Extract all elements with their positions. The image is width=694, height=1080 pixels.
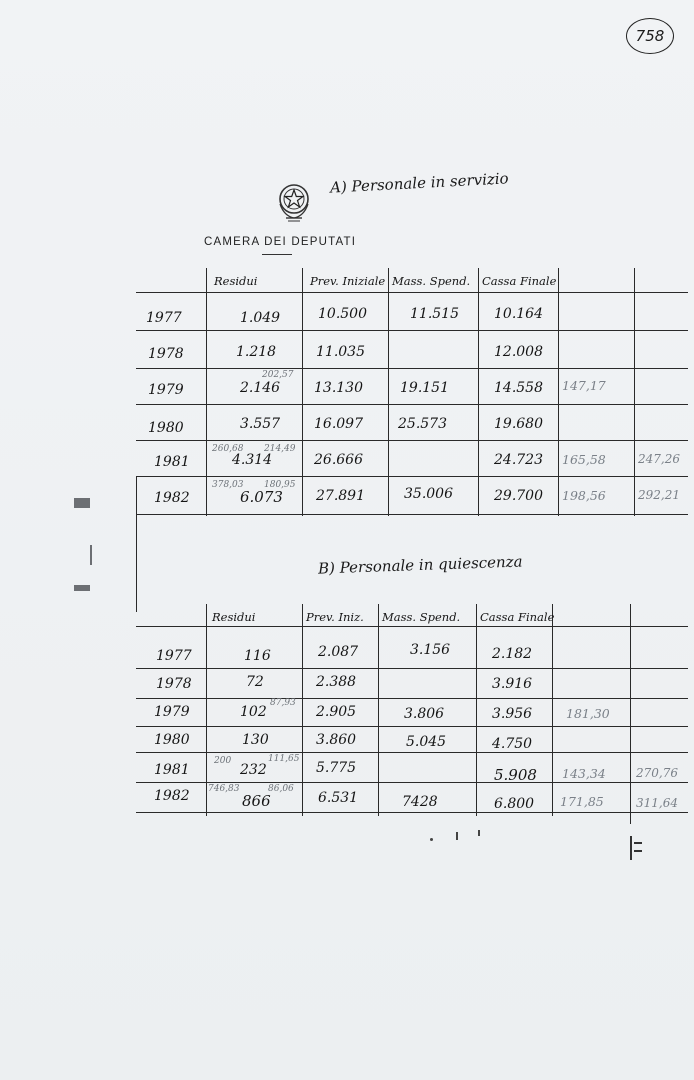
table-b-cell: 866 <box>242 792 271 810</box>
table-a-header: Prev. Iniziale <box>310 274 386 288</box>
scan-margin-mark <box>630 836 632 860</box>
table-b-year: 1979 <box>154 704 190 720</box>
table-a-divider <box>634 268 635 516</box>
table-a-cell: 198,56 <box>562 488 606 503</box>
table-a-rule <box>136 330 688 331</box>
table-a-cell: 4.314 <box>232 452 273 468</box>
table-b-cell: 5.045 <box>406 734 447 750</box>
institution-name: CAMERA DEI DEPUTATI <box>204 236 357 248</box>
table-b-note: 200 <box>214 756 232 766</box>
table-b-cell: 3.956 <box>492 706 533 722</box>
table-b-cell: 181,30 <box>566 706 610 721</box>
table-a-rule <box>136 514 688 515</box>
table-b-cell: 171,85 <box>560 794 604 809</box>
scan-margin-mark <box>634 850 642 852</box>
table-b-cell: 4.750 <box>492 736 533 752</box>
table-a-cell: 3.557 <box>240 416 281 432</box>
table-b-cell: 2.388 <box>316 674 357 690</box>
table-b-year: 1978 <box>156 676 192 692</box>
table-a-divider <box>206 268 207 516</box>
scan-margin-mark <box>456 832 458 840</box>
table-a-cell: 13.130 <box>314 380 363 396</box>
page-number: 758 <box>626 18 674 54</box>
table-b-cell: 2.182 <box>492 646 533 662</box>
table-a-header: Cassa Finale <box>482 274 557 288</box>
table-a-year: 1977 <box>146 310 182 326</box>
table-a-header: Mass. Spend. <box>392 274 471 288</box>
table-a-cell: 35.006 <box>404 486 453 502</box>
italian-republic-emblem-icon <box>274 180 314 224</box>
table-a-cell: 147,17 <box>562 378 606 393</box>
table-b-note: 746,83 <box>208 784 240 794</box>
table-b-year: 1980 <box>154 732 190 748</box>
table-a-cell: 27.891 <box>316 488 365 504</box>
table-a-cell: 247,26 <box>638 452 680 466</box>
table-b-cell: 3.156 <box>410 642 451 658</box>
table-b-cell: 3.806 <box>404 706 445 722</box>
table-a-cell: 19.680 <box>494 416 543 432</box>
table-b-cell: 2.087 <box>318 644 359 660</box>
table-a-note: 202,57 <box>262 370 294 380</box>
table-a-cell: 6.073 <box>240 488 283 506</box>
table-b-cell: 72 <box>246 674 264 690</box>
table-a-note: 214,49 <box>264 444 296 454</box>
table-a-rule <box>136 404 688 405</box>
table-a-rule <box>136 440 688 441</box>
table-b-cell: 7428 <box>402 794 438 810</box>
table-a-cell: 11.515 <box>410 306 459 322</box>
table-a-cell: 14.558 <box>494 380 543 396</box>
table-a-year: 1981 <box>154 454 190 470</box>
table-a-rule <box>136 476 688 477</box>
table-b-header: Mass. Spend. <box>382 610 461 624</box>
table-a-divider <box>478 268 479 516</box>
table-b-rule <box>136 626 688 627</box>
table-b-year: 1981 <box>154 762 190 778</box>
table-a-cell: 10.500 <box>318 306 367 322</box>
table-b-note: 87,93 <box>270 698 296 708</box>
table-b-cell: 130 <box>242 732 269 748</box>
table-a-cell: 2.146 <box>240 380 281 396</box>
section-b-title: B) Personale in quiescenza <box>317 552 523 578</box>
left-margin-rule <box>136 476 137 612</box>
table-b-divider <box>476 604 477 816</box>
table-a-cell: 1.218 <box>236 344 277 360</box>
table-b-cell: 116 <box>244 648 271 664</box>
table-b-cell: 6.800 <box>494 796 535 812</box>
table-b-cell: 5.775 <box>316 760 357 776</box>
table-a-divider <box>388 268 389 516</box>
scan-margin-mark <box>634 842 642 844</box>
institution-underline <box>262 254 292 255</box>
table-b-cell: 6.531 <box>318 790 359 806</box>
table-a-cell: 1.049 <box>240 310 281 326</box>
table-b-rule <box>136 752 688 753</box>
table-a-rule <box>136 368 688 369</box>
table-b-divider <box>302 604 303 816</box>
scan-margin-mark <box>74 498 90 508</box>
table-b-rule <box>136 812 688 813</box>
table-b-year: 1977 <box>156 648 192 664</box>
table-a-year: 1982 <box>154 490 190 506</box>
scan-margin-mark <box>90 545 92 565</box>
table-a-cell: 29.700 <box>494 488 543 504</box>
table-a-cell: 24.723 <box>494 452 543 468</box>
table-a-cell: 25.573 <box>398 416 447 432</box>
table-a-rule <box>136 292 688 293</box>
table-b-rule <box>136 668 688 669</box>
table-b-cell: 3.860 <box>316 732 357 748</box>
table-b-rule <box>136 726 688 727</box>
table-a-year: 1978 <box>148 346 184 362</box>
table-a-note: 378,03 <box>212 480 244 490</box>
scan-margin-mark <box>430 838 433 841</box>
table-a-divider <box>302 268 303 516</box>
table-a-year: 1979 <box>148 382 184 398</box>
table-a-cell: 292,21 <box>638 488 680 502</box>
table-b-year: 1982 <box>154 788 190 804</box>
table-b-cell: 270,76 <box>636 766 678 780</box>
table-a-cell: 26.666 <box>314 452 363 468</box>
table-b-cell: 232 <box>240 762 267 778</box>
table-a-cell: 12.008 <box>494 344 543 360</box>
table-b-cell: 143,34 <box>562 766 606 781</box>
table-a-note: 180,95 <box>264 480 296 490</box>
table-b-cell: 5.908 <box>494 766 537 784</box>
table-b-divider <box>552 604 553 816</box>
table-b-header: Residui <box>212 610 256 624</box>
scan-margin-mark <box>74 585 90 591</box>
table-b-note: 86,06 <box>268 784 294 794</box>
table-a-cell: 10.164 <box>494 306 543 322</box>
table-a-cell: 19.151 <box>400 380 449 396</box>
table-b-cell: 2.905 <box>316 704 357 720</box>
table-a-note: 260,68 <box>212 444 244 454</box>
section-a-title: A) Personale in servizio <box>329 169 510 197</box>
table-a-cell: 16.097 <box>314 416 363 432</box>
table-b-divider <box>630 604 631 824</box>
scan-margin-mark <box>478 830 480 836</box>
table-b-note: 111,65 <box>268 754 300 764</box>
table-a-year: 1980 <box>148 420 184 436</box>
table-b-cell: 102 <box>240 704 267 720</box>
table-b-cell: 311,64 <box>636 796 678 810</box>
table-b-header: Cassa Finale <box>480 610 555 624</box>
table-a-cell: 165,58 <box>562 452 606 467</box>
table-b-header: Prev. Iniz. <box>306 610 364 624</box>
table-b-divider <box>378 604 379 816</box>
table-b-rule <box>136 698 688 699</box>
table-a-header: Residui <box>214 274 258 288</box>
table-a-divider <box>558 268 559 516</box>
table-b-cell: 3.916 <box>492 676 533 692</box>
table-a-cell: 11.035 <box>316 344 365 360</box>
